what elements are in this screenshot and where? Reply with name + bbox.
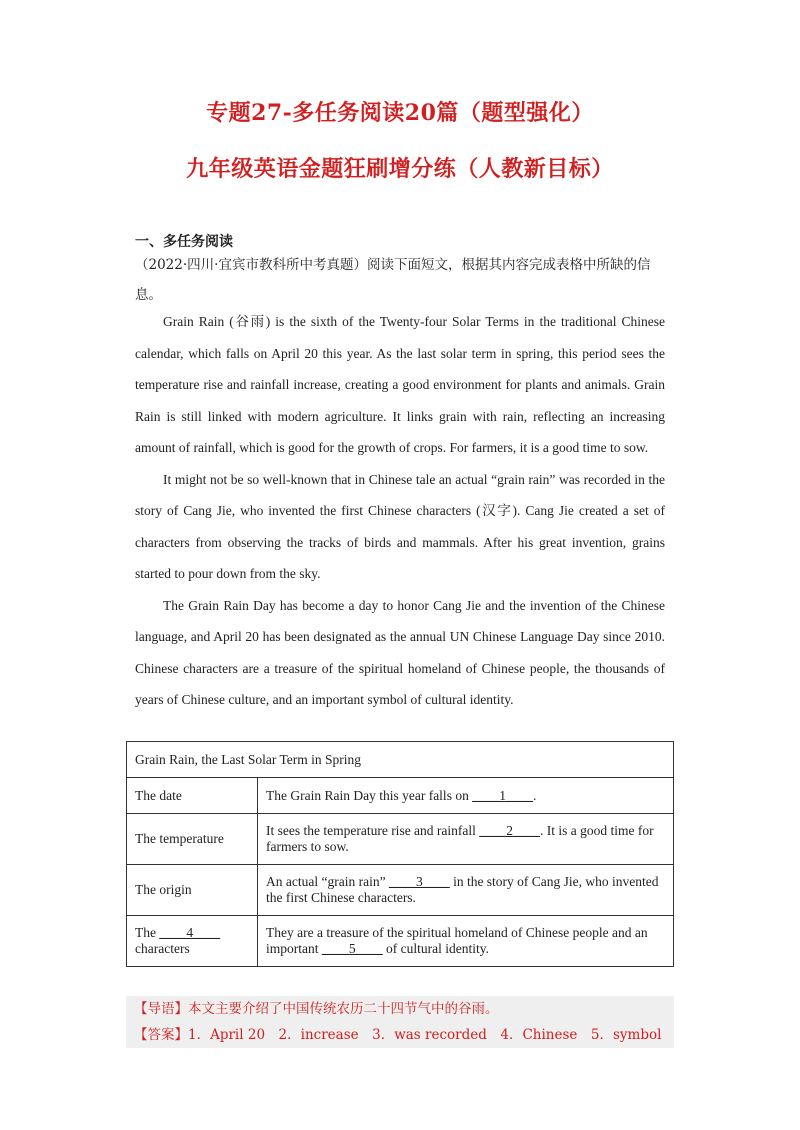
row-content-origin	[258, 865, 674, 916]
table-row	[127, 865, 674, 916]
answer-text: 1．April 20 2．increase 3．was recorded 4．Chinese 5．symbol	[188, 1027, 662, 1043]
cell-text: It sees the temperature rise and rainfall	[266, 823, 480, 838]
cell-text: in the story of Cang Jie, who invented the first Chinese characters.	[266, 874, 659, 905]
row-content-characters	[258, 916, 674, 967]
cell-text: .	[532, 787, 537, 803]
cell-text: They are a treasure of the spiritual homeland of Chinese people and an important	[266, 925, 648, 956]
table-title: Grain Rain, the Last Solar Term in Spring	[127, 742, 674, 778]
cell-text: characters	[135, 941, 190, 956]
reading-passage	[135, 306, 665, 716]
guide-text: 本文主要介绍了中国传统农历二十四节气中的谷雨。	[188, 1001, 499, 1017]
answer-blank-2: ____2____	[479, 823, 541, 838]
guide-line	[134, 996, 674, 1022]
info-table	[126, 741, 674, 967]
answer-notes	[126, 996, 674, 1048]
answer-line	[134, 1022, 674, 1048]
document-subtitle: 九年级英语金题狂刷增分练（人教新目标）	[186, 156, 614, 182]
passage-paragraph-3: The Grain Rain Day has become a day to honor Cang Jie and the invention of the Chinese language, and April 20 has been designated as the annual UN Chinese Language Day since 2010. Chinese characters are a treasure of the spiritual homeland of Chinese people, the thousands of years of Chinese culture, and an important symbol of cultural identity.	[135, 597, 665, 707]
cell-text: An actual “grain rain”	[266, 874, 389, 889]
guide-label: 【导语】	[134, 1001, 188, 1017]
passage-paragraph-2: It might not be so well-known that in Chinese tale an actual “grain rain” was recorded in the story of Cang Jie, who invented the first Chinese characters (汉字). Cang Jie created a set of characters from observing the tracks of birds and mammals. After his great invention, grains started to pour down from the sky.	[135, 471, 665, 581]
table-row	[127, 778, 674, 814]
row-label-origin: The origin	[127, 865, 258, 916]
table-row	[127, 814, 674, 865]
question-source: （2022·四川·宜宾市教科所中考真题）阅读下面短文，根据其内容完成表格中所缺的信息。	[135, 257, 651, 303]
document-title: 专题27-多任务阅读20篇（题型强化）	[206, 100, 594, 126]
answer-blank-4: ____4____	[159, 925, 221, 940]
row-content-date	[258, 778, 674, 814]
passage-paragraph-1: Grain Rain (谷雨) is the sixth of the Twenty-four Solar Terms in the traditional Chinese calendar, which falls on April 20 this year. As the last solar term in spring, this period sees the temperature rise and rainfall increase, creating a good environment for plants and animals. Grain Rain is still linked with modern agriculture. It links grain with rain, reflecting an increasing amount of rainfall, which is good for the growth of crops. For farmers, it is a good time to sow.	[135, 314, 665, 455]
row-label-date: The date	[127, 778, 258, 814]
section-heading: 一、多任务阅读	[135, 234, 233, 250]
cell-text: . It is a good time for farmers to sow.	[266, 823, 654, 854]
answer-blank-3: ____3____	[388, 874, 450, 889]
cell-text: The Grain Rain Day this year falls on	[266, 787, 473, 803]
row-label-temperature: The temperature	[127, 814, 258, 865]
cell-text: The	[135, 925, 160, 940]
answer-label: 【答案】	[134, 1027, 188, 1043]
row-label-characters	[127, 916, 258, 967]
table-row	[127, 916, 674, 967]
answer-blank-1: ____1____	[472, 787, 533, 803]
row-content-temperature	[258, 814, 674, 865]
cell-text: of cultural identity.	[382, 941, 489, 956]
answer-blank-5: ____5____	[321, 941, 383, 956]
